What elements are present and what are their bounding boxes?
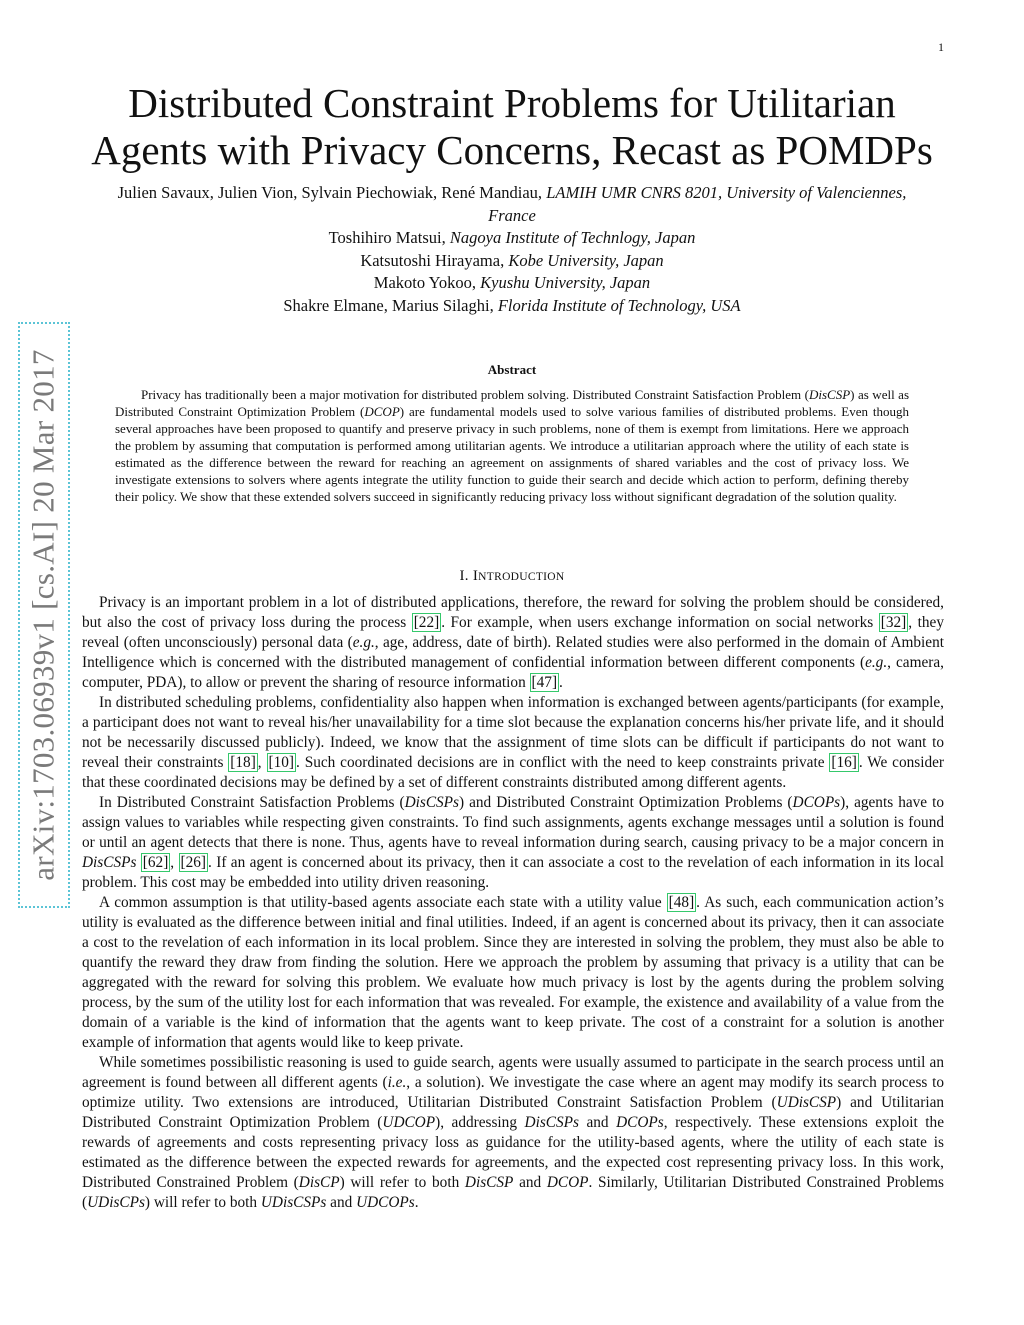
paragraph: Privacy is an important problem in a lot of distributed applications, therefore, the reward for solving the problem should be considered, but also the cost of privacy loss during the process [22] . For example, when users exchange information on social networks [32] , they reveal (often unconsciously) personal data (e.g., age, address, date of birth). Related studies were also performed in the domain of Ambient Intelligence which is concerned with the distributed management of confidential information between different components (e.g., camera, computer, PDA), to allow or prevent the sharing of resource information [47] . [82,594,944,691]
author-line [100,227,924,250]
author-affiliation: Nagoya Institute of Technlogy, Japan [449,228,696,247]
paragraph: In Distributed Constraint Satisfaction Problems (DisCSPs) and Distributed Constraint Optimization Problems (DCOPs), agents have to assign values to variables while respecting given constraints. To find such assignments, agents exchange messages until a solution is found or until an agent detects that there is none. Thus, agents have to reveal information during search, causing privacy to be a major concern in DisCSPs [62] , [26] . If an agent is concerned about its privacy, then it can associate a cost to the revelation of each information in its local problem. This cost may be embedded into utility driven reasoning. [82,794,945,891]
author-names: Makoto Yokoo, [373,273,477,292]
author-names: Shakre Elmane, Marius Silaghi, [283,295,494,315]
body-text [82,593,944,1213]
citation-link[interactable]: [22] [413,614,440,631]
author-names: Katsutoshi Hirayama, [360,250,505,270]
title-line: Agents with Privacy Concerns, Recast as POMDPs [91,127,933,173]
citation-link[interactable]: [26] [180,854,207,871]
citation-link[interactable]: [48] [668,894,695,911]
author-affiliation: LAMIH UMR CNRS 8201, University of Valenciennes, France [488,183,907,225]
paper-title [60,80,964,174]
author-line [100,272,924,295]
paragraph: In distributed scheduling problems, confidentiality also happen when information is exchanged between agents/participants (for example, a participant does not want to reveal his/her unavailability for a time slot because the explanation concerns his/her private life, and it should not be necessarily discussed publicly). Indeed, we know that the assignment of time slots can be difficult if participants do not want to reveal their constraints [18] , [10] . Such coordinated decisions are in conflict with the need to keep constraints private [16] . We consider that these coordinated decisions may be defined by a set of different constraints distributed among different agents. [82,694,944,791]
author-names: Toshihiro Matsui, [328,228,446,247]
author-block [100,182,924,317]
citation-link[interactable]: [62] [142,854,169,871]
paragraph: A common assumption is that utility-based agents associate each state with a utility value [48] . As such, each communication action’s utility is evaluated as the difference between initial and final utilities. Indeed, if an agent is concerned about its privacy, then it can associate a cost to the revelation of each information in its local problem. Since they are interested in solving the problem, they must also be able to quantify the reward they draw from finding the solution. Here we approach the problem by assuming that privacy is a utility that can be aggregated with the reward for solving this problem. We evaluate how much privacy is lost by the agents during the problem solving process, by the sum of the utility lost for each information that was revealed. For example, the existence and availability of a value from the domain of a variable is the kind of information that the agents want to keep private. The cost of a constraint for a solution is another example of information that agents would like to keep private. [82,894,944,1051]
author-names: Julien Savaux, Julien Vion, Sylvain Piechowiak, René Mandiau, [117,183,543,202]
section-heading: I. INTRODUCTION [459,568,565,584]
author-affiliation: Florida Institute of Technology, USA [497,295,741,315]
author-line [100,182,924,227]
title-line: Distributed Constraint Problems for Utilitarian [128,80,896,126]
arxiv-identifier: arXiv:1703.06939v1 [cs.AI] 20 Mar 2017 [26,349,62,881]
citation-link[interactable]: [32] [880,614,907,631]
citation-link[interactable]: [16] [831,754,857,771]
abstract-heading: Abstract [487,362,537,377]
author-affiliation: Kyushu University, Japan [480,273,651,292]
citation-link[interactable]: [10] [268,754,294,771]
author-line [100,295,924,318]
page-number: 1 [938,40,944,54]
paragraph: While sometimes possibilistic reasoning is used to guide search, agents were usually assumed to participate in the search process until an agreement is found between all different agents (i.e., a solution). We investigate the case where an agent may modify its search process to optimize utility. Two extensions are introduced, Utilitarian Distributed Constraint Satisfaction Problem (UDisCSP) and Utilitarian Distributed Constraint Optimization Problem (UDCOP), addressing DisCSPs and DCOPs, respectively. These extensions exploit the rewards of agreements and costs representing privacy loss as guidance for the utility-based agents, where the utility of each state is estimated as the difference between the expected rewards for agreements, and the expected cost representing privacy loss. In this work, Distributed Constrained Problem (DisCP) will refer to both DisCSP and DCOP. Similarly, Utilitarian Distributed Constrained Problems (UDisCPs) will refer to both UDisCSPs and UDCOPs. [82,1054,945,1211]
abstract-text: Privacy has traditionally been a major motivation for distributed problem solving. Distributed Constraint Satisfaction Problem (DisCSP) as well as Distributed Constraint Optimization Problem (DCOP) are fundamental models used to solve various families of distributed problems. Even though several approaches have been proposed to quantify and preserve privacy in such problems, none of them is exempt from limitations. Here we approach the problem by assuming that computation is performed among utilitarian agents. We introduce a utilitarian approach where the utility of each state is estimated as the difference between the reward for reaching an agreement on assignments of shared variables and the cost of privacy loss. We investigate extensions to solvers where agents integrate the utility function to guide their search and decide which action to perform, defining thereby their policy. We show that these extended solvers succeed in significantly reducing privacy loss without significant degradation of the solution quality. [115,387,910,504]
author-line [100,250,924,273]
author-affiliation: Kobe University, Japan [508,250,664,270]
citation-link[interactable]: [47] [531,674,558,691]
citation-link[interactable]: [18] [230,754,256,771]
arxiv-stamp [18,322,70,908]
